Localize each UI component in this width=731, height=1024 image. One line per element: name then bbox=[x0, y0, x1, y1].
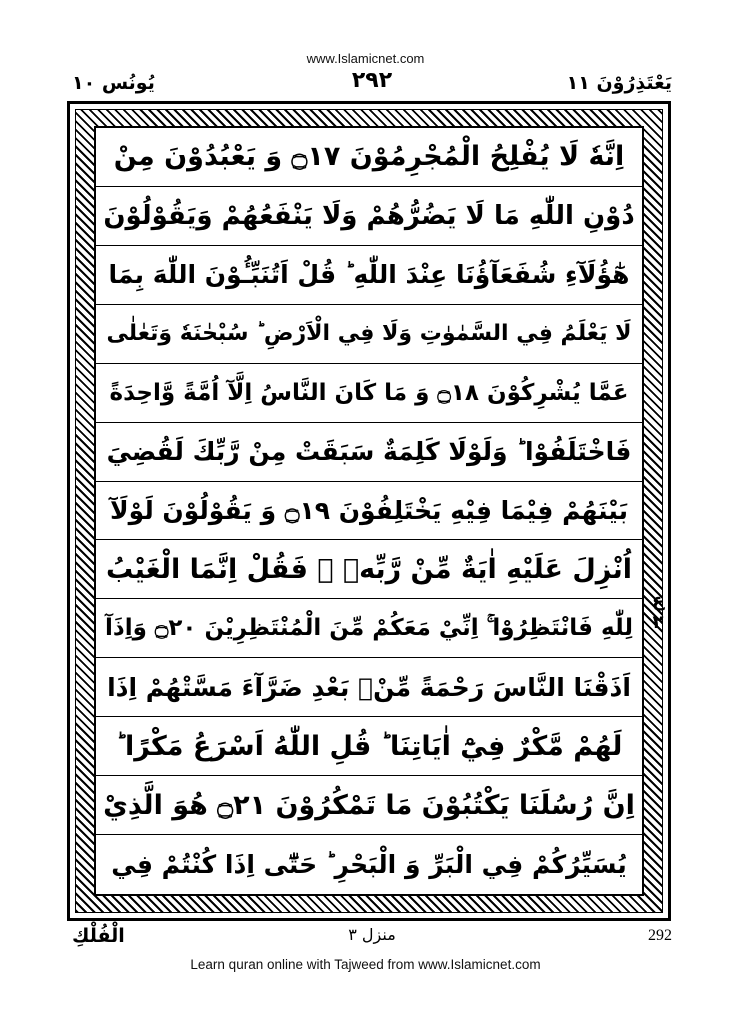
frame-border-pattern bbox=[75, 109, 663, 913]
verse-line: اِنَّ رُسُلَنَا يَكْتُبُوْنَ مَا تَمْكُرُوْنَ ۝٢١ هُوَ الَّذِيْ bbox=[96, 776, 642, 835]
verse-lines bbox=[96, 128, 642, 894]
verse-line: اُنْزِلَ عَلَيْهِ اٰيَةٌ مِّنْ رَّبِّهٖ ۚ فَقُلْ اِنَّمَا الْغَيْبُ bbox=[96, 540, 642, 599]
site-url: www.Islamicnet.com bbox=[306, 51, 425, 66]
verse-line: لِلّٰهِ فَانْتَظِرُوْا ۚ اِنِّيْ مَعَكُمْ مِّنَ الْمُنْتَظِرِيْنَ ۝٢٠ وَاِذَآ bbox=[96, 599, 642, 658]
page-header bbox=[72, 68, 672, 102]
page-number-arabic: ٢٩٢ bbox=[351, 68, 393, 93]
verse-line: هٰٓؤُلَآءِ شُفَعَآؤُنَا عِنْدَ اللّٰهِ ؕ قُلْ اَتُنَبِّـُٔوْنَ اللّٰهَ بِمَا bbox=[96, 246, 642, 305]
verse-line: لَهُمْ مَّكْرٌ فِيْٓ اٰيَاتِنَا ؕ قُلِ اللّٰهُ اَسْرَعُ مَكْرًا ؕ bbox=[96, 717, 642, 776]
verse-line: فَاخْتَلَفُوْا ؕ وَلَوْلَا كَلِمَةٌ سَبَقَتْ مِنْ رَّبِّكَ لَقُضِيَ bbox=[96, 423, 642, 482]
verse-line: عَمَّا يُشْرِكُوْنَ ۝١٨ وَ مَا كَانَ النَّاسُ اِلَّآ اُمَّةً وَّاحِدَةً bbox=[96, 364, 642, 423]
page-number: 292 bbox=[648, 927, 672, 944]
text-area bbox=[94, 126, 644, 896]
surah-name: يُونُس ١٠ bbox=[72, 72, 155, 94]
verse-line: اَذَقْنَا النَّاسَ رَحْمَةً مِّنْۢ بَعْدِ ضَرَّآءَ مَسَّتْهُمْ اِذَا bbox=[96, 658, 642, 717]
verse-line: يُسَيِّرُكُمْ فِي الْبَرِّ وَ الْبَحْرِ ؕ حَتّٰٓى اِذَا كُنْتُمْ فِي bbox=[111, 850, 627, 880]
next-word: الْفُلْكِ bbox=[72, 925, 125, 947]
bottom-caption: Learn quran online with Tajweed from www.Islamicnet.com bbox=[190, 957, 541, 972]
verse-line: لَا يَعْلَمُ فِي السَّمٰوٰتِ وَلَا فِي الْاَرْضِ ؕ سُبْحٰنَهٗ وَتَعٰلٰى bbox=[96, 305, 642, 364]
juz-name: يَعْتَذِرُوْنَ ١١ bbox=[566, 72, 672, 94]
ornamental-frame bbox=[67, 101, 671, 921]
page-footer bbox=[72, 925, 672, 955]
manzil-label: منزل ٣ bbox=[348, 925, 396, 944]
verse-line: بَيْنَهُمْ فِيْمَا فِيْهِ يَخْتَلِفُوْنَ ۝١٩ وَ يَقُوْلُوْنَ لَوْلَآ bbox=[96, 482, 642, 541]
verse-line: اِنَّهٗ لَا يُفْلِحُ الْمُجْرِمُوْنَ ۝١٧ وَ يَعْبُدُوْنَ مِنْ bbox=[96, 128, 642, 187]
ruku-mark: ع ٢ bbox=[651, 590, 665, 633]
verse-line: دُوْنِ اللّٰهِ مَا لَا يَضُرُّهُمْ وَلَا يَنْفَعُهُمْ وَيَقُوْلُوْنَ bbox=[96, 187, 642, 246]
